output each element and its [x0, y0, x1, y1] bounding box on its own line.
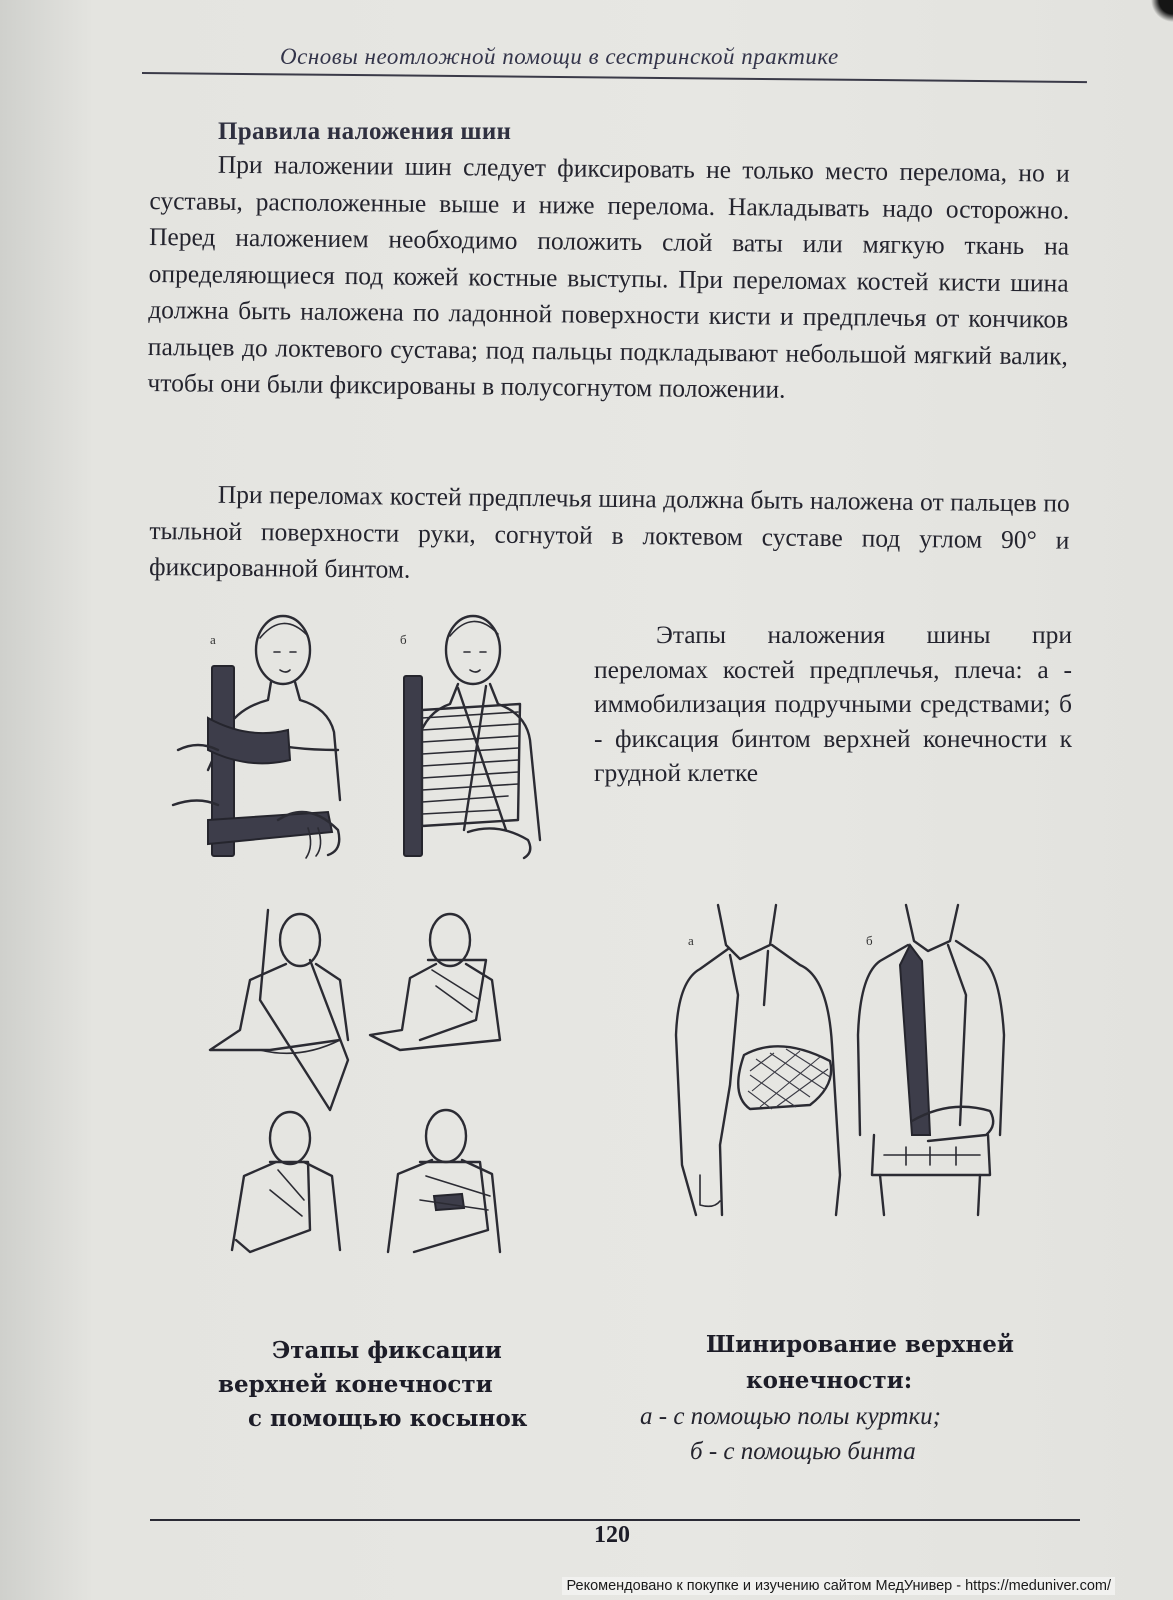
figure-label-b: б	[400, 632, 407, 647]
running-header: Основы неотложной помощи в сестринской практике	[280, 44, 839, 69]
figure-forearm-splint	[168, 600, 568, 870]
jacket-caption-title-line-1: Шинирование верхней	[706, 1331, 1014, 1358]
man-splint-a-illustration	[173, 616, 340, 858]
man-jacket-a-illustration	[676, 905, 840, 1215]
jacket-caption-item-b: б - с помощью бинта	[690, 1438, 916, 1465]
man-jacket-b-illustration	[858, 905, 1004, 1215]
slings-caption-line-2: верхней конечности	[218, 1371, 493, 1398]
slings-caption-line-1: Этапы фиксации	[272, 1337, 502, 1364]
man-splint-b-illustration	[404, 616, 540, 858]
section-title: Правила наложения шин	[218, 118, 512, 145]
footer-watermark-note: Рекомендовано к покупке и изучению сайтом МедУнивер - https://meduniver.com/	[562, 1577, 1115, 1595]
jacket-caption-item-a: а - с помощью полы куртки;	[640, 1403, 941, 1430]
sling-step-3-illustration	[232, 1112, 340, 1252]
figure-jacket-splint	[660, 885, 1020, 1245]
footer-rule	[150, 1519, 1080, 1521]
jacket-caption-title-line-2: конечности:	[746, 1367, 913, 1394]
sling-step-1-illustration	[210, 910, 348, 1110]
figure-caption-splint: Этапы наложения шины при переломах костей предплечья, плеча: а - иммобилизация подручными средствами; б - фиксация бинтом верхней конечности к грудной клетке	[594, 620, 1072, 787]
page-corner-shadow	[1133, 0, 1173, 22]
jacket-label-a: а	[688, 933, 694, 948]
slings-caption-line-3: с помощью косынок	[248, 1405, 528, 1432]
sling-step-4-illustration	[388, 1110, 500, 1252]
paragraph-2: При переломах костей предплечья шина должна быть наложена от пальцев по тыльной поверхности руки, согнутой в локтевом суставе под углом 90° и фиксированной бинтом.	[148, 479, 1070, 584]
jacket-label-b: б	[866, 933, 873, 948]
paragraph-1: При наложении шин следует фиксировать не только место перелома, но и суставы, расположенные выше и ниже перелома. Накладывать надо осторожно. Перед наложением необходимо положить слой ваты или мягкую ткань на определяющиеся под кожей костные выступы. При переломах костей кисти шина должна быть наложена по ладонной поверхности кисти и предплечья от кончиков пальцев до локтевого сустава; под пальцы подкладывают небольшой мягкий валик, чтобы они были фиксированы в полусогнутом положении.	[147, 149, 1070, 404]
header-rule	[142, 72, 1087, 83]
figure-slings	[200, 900, 540, 1290]
sling-step-2-illustration	[370, 914, 500, 1050]
figure-label-a: а	[210, 632, 216, 647]
page-number: 120	[594, 1522, 630, 1548]
